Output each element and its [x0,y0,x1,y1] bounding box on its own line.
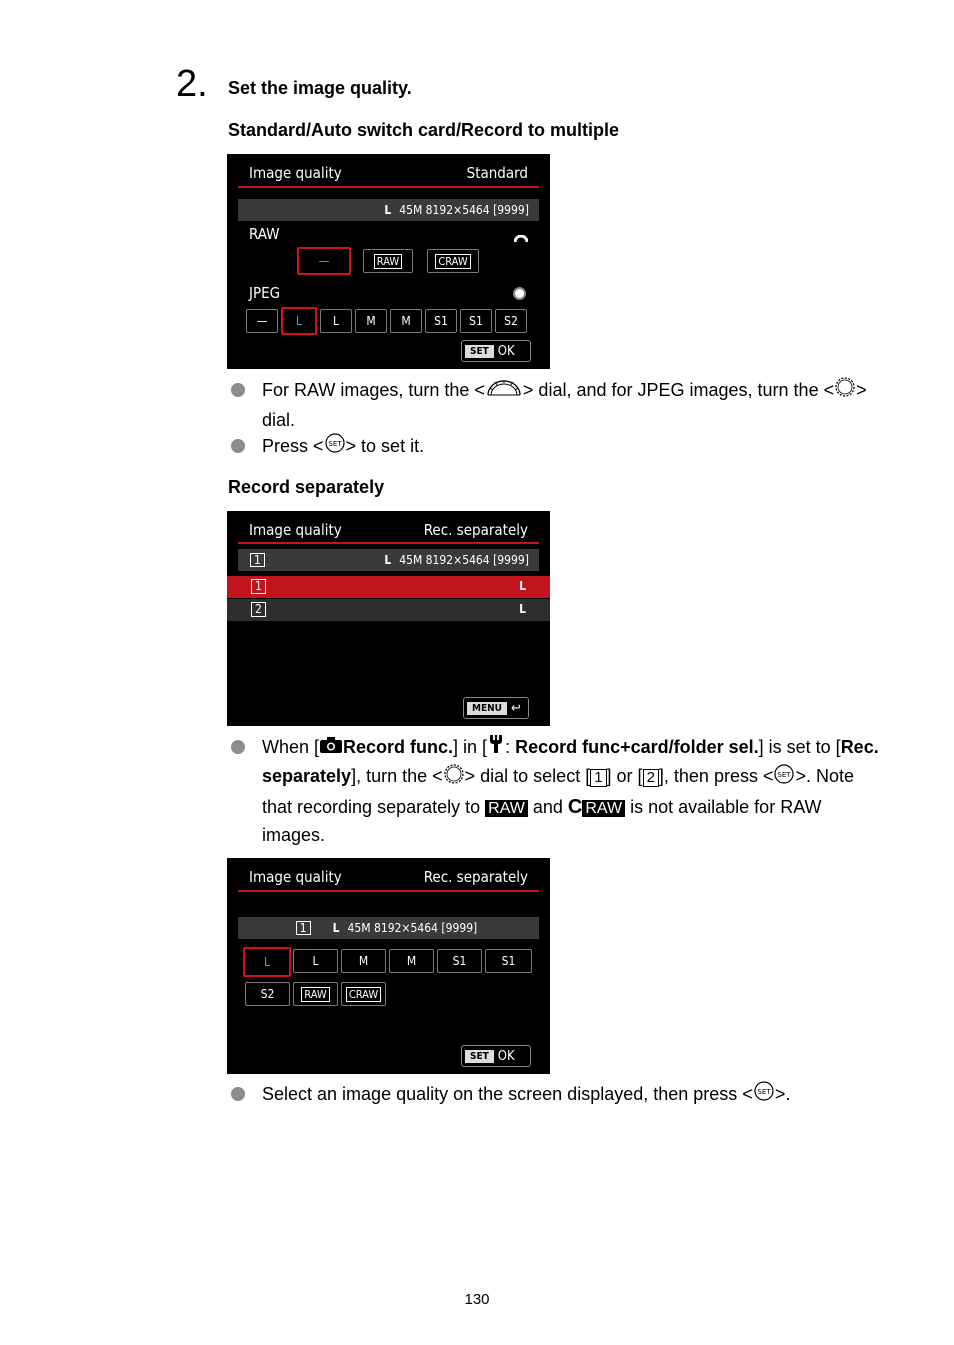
screen-title: Image quality [249,521,342,539]
camera-screen-standard [227,154,550,369]
raw-label: RAW [249,225,280,243]
card-2-icon: 2 [251,602,266,617]
card-1-icon: 1 [251,579,266,594]
raw-option-craw[interactable]: CRAW [427,249,479,273]
set-ok-button[interactable] [461,1045,531,1067]
quick-control-dial-icon [834,376,856,406]
card-1-icon: 1 [250,553,265,567]
image-size-info: 45M 8192×5464 [9999] [399,553,529,567]
set-button-icon [324,432,346,462]
bullet-text-select-quality: Select an image quality on the screen displayed, then press < SET >. [262,1080,882,1110]
screen-title: Image quality [249,164,342,182]
menu-back-button[interactable] [463,697,529,719]
quality-option-s1-normal[interactable]: S1 [485,949,532,973]
svg-text:SET: SET [327,440,342,449]
quality-option-raw[interactable]: RAW [293,982,338,1006]
section-heading-standard: Standard/Auto switch card/Record to multiple [228,120,620,140]
set-label: SET [465,1050,494,1063]
jpeg-option-l-normal[interactable]: L [320,309,352,333]
card-2-icon: 2 [643,769,659,787]
quality-l-icon: L [519,579,526,593]
card-1-icon: 1 [590,769,606,787]
back-arrow-icon: ↩ [510,700,521,716]
camera-icon [319,734,343,762]
bullet-marker [231,439,245,453]
image-size-info: 45M 8192×5464 [9999] [399,203,529,217]
screen-mode: Rec. separately [423,521,528,539]
screen-mode: Rec. separately [423,868,528,886]
step-title: Set the image quality. [228,78,412,98]
jpeg-option-l-fine[interactable]: L [281,307,317,335]
jpeg-option-s1-normal[interactable]: S1 [460,309,492,333]
main-dial-icon [485,376,523,406]
raw-option-none[interactable]: — [297,247,351,275]
bullet-marker [231,1087,245,1101]
set-button-icon [753,1080,775,1110]
raw-icon: RAW [485,800,528,817]
quality-option-s2[interactable]: S2 [245,982,290,1006]
menu-label: MENU [467,702,507,715]
set-button-icon [773,763,795,793]
info-bar [238,549,539,571]
quality-l-icon: L [384,203,392,217]
title-divider [238,890,539,892]
set-label: SET [465,345,494,358]
ok-label: OK [497,1048,515,1064]
jpeg-option-none[interactable]: — [246,309,278,333]
title-divider [238,542,539,544]
jpeg-label: JPEG [249,284,281,302]
jpeg-option-s2[interactable]: S2 [495,309,527,333]
raw-option-raw[interactable]: RAW [363,249,413,273]
quality-option-m-fine[interactable]: M [341,949,386,973]
craw-icon: RAW [582,800,625,817]
bullet-text-press-set: Press < SET > to set it. [262,432,882,462]
screen-title: Image quality [249,868,342,886]
jpeg-option-m-normal[interactable]: M [390,309,422,333]
quality-l-icon: L [384,553,392,567]
svg-text:SET: SET [777,770,792,779]
camera-screen-rec-separately [227,511,550,726]
camera-screen-select-quality [227,858,550,1074]
quality-l-icon: L [519,602,526,616]
ok-label: OK [497,343,515,359]
title-divider [238,186,539,188]
section-heading-record-separately: Record separately [228,477,385,497]
bullet-marker [231,740,245,754]
quick-control-dial-icon [443,763,465,793]
quality-option-l-fine[interactable]: L [243,947,291,977]
quick-dial-icon [513,287,526,300]
step-number: 2. [176,63,208,105]
quality-option-craw[interactable]: CRAW [341,982,386,1006]
quality-option-l-normal[interactable]: L [293,949,338,973]
quality-option-s1-fine[interactable]: S1 [437,949,482,973]
set-ok-button[interactable] [461,340,531,362]
bullet-marker [231,383,245,397]
quality-option-m-normal[interactable]: M [389,949,434,973]
bullet-text-dials: For RAW images, turn the < > dial, and for JPEG images, turn the < > dial. [262,376,882,434]
svg-text:SET: SET [757,1088,771,1097]
card-row-2[interactable] [227,599,550,621]
jpeg-option-m-fine[interactable]: M [355,309,387,333]
info-bar [238,917,539,939]
wrench-icon [487,734,505,762]
image-size-info: 45M 8192×5464 [9999] [347,921,478,935]
card-row-1[interactable] [227,576,550,598]
bullet-text-record-separately: When [ Record func.] in [ : Record func+card/folder sel.] is set to [Rec. separately], turn the < > dial to select [ 1 ] or [ 2 ], then press < SET >. Note that recording separately to RAW and C RAW is not available for RAW images. [262,733,882,849]
screen-mode: Standard [466,164,528,182]
quality-l-icon: L [332,921,340,935]
main-dial-icon [514,228,528,236]
jpeg-option-s1-fine[interactable]: S1 [425,309,457,333]
card-1-icon: 1 [296,921,311,935]
page-number: 130 [464,1291,490,1308]
info-bar [238,199,539,221]
